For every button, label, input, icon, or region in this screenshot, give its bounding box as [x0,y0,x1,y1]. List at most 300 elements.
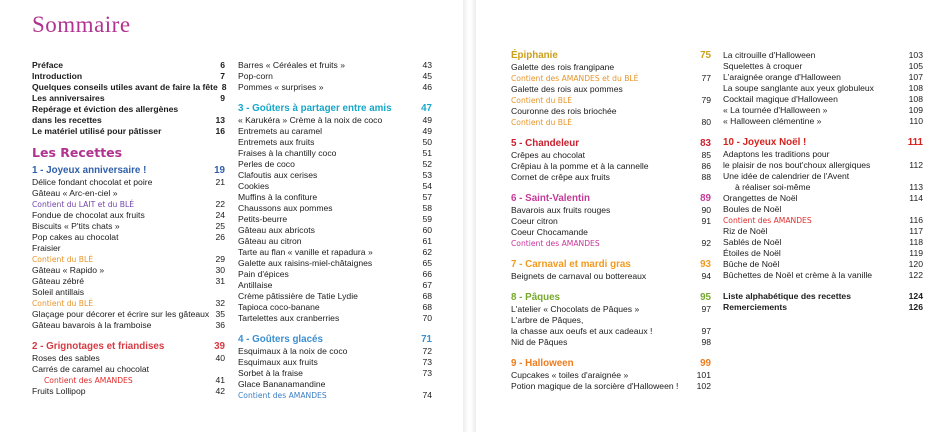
page-number: 66 [422,269,432,279]
page-number: 124 [908,291,923,301]
page-number [221,188,225,199]
page-number [707,227,711,238]
entry-label: Barres « Céréales et fruits » [238,60,345,70]
section-title: 1 - Joyeux anniversaire ! [32,165,147,176]
toc-entry [723,302,923,313]
page-number: 86 [701,161,711,171]
entry-label: Coeur Chocamande [511,227,588,237]
entry-label: Riz de Noël [723,226,768,236]
entry-label: Cocktail magique d'Halloween [723,94,838,104]
toc-entry [32,232,225,243]
allergen-note [511,117,711,128]
page-number: 85 [701,150,711,160]
section-spacer [238,324,432,334]
toc-entry [238,291,432,302]
toc-entry [32,188,225,199]
toc-entry [723,116,923,127]
section-title: 4 - Goûters glacés [238,334,323,345]
toc-entry [238,368,432,379]
entry-label: Bavarois aux fruits rouges [511,205,611,215]
toc-entry [723,291,923,302]
page-number: 45 [422,71,432,81]
allergen-label: Contient du BLÉ [511,96,573,105]
section-spacer [511,282,711,292]
toc-entry [32,60,225,71]
toc-entry [238,357,432,368]
toc-entry [723,50,923,61]
section-spacer [511,128,711,138]
toc-entry [511,161,711,172]
entry-label: Adaptons les traditions pour [723,149,830,159]
allergen-note [511,73,711,84]
toc-entry [32,243,225,254]
entry-label: Quelques conseils utiles avant de faire la fête [32,82,218,92]
allergen-label: Contient du BLÉ [32,255,94,264]
page-number [221,104,225,115]
entry-label: Pop cakes au chocolat [32,232,119,242]
page-number [221,243,225,254]
entry-label: Gâteau bavarois à la framboise [32,320,152,330]
toc-entry [238,313,432,324]
toc-entry [723,149,923,160]
toc-entry [723,83,923,94]
entry-label: Fruits Lollipop [32,386,86,396]
toc-entry [32,353,225,364]
entry-label: Perles de coco [238,159,295,169]
page-number: 79 [701,95,711,105]
section-spacer [32,331,225,341]
page-number: 118 [909,237,923,247]
page-number: 49 [422,126,432,136]
page-number: 99 [700,358,711,369]
section-heading [32,165,225,177]
toc-entry [32,287,225,298]
entry-label: Tartelettes aux cranberries [238,313,340,323]
entry-label: Liste alphabétique des recettes [723,291,851,301]
page-number: 50 [422,137,432,147]
toc-entry [511,315,711,326]
toc-entry [723,182,923,193]
page-number: 126 [908,302,923,312]
page-number: 91 [701,216,711,226]
left-page [0,0,463,432]
toc-entry [32,320,225,331]
entry-label: La soupe sanglante aux yeux globuleux [723,83,874,93]
toc-entry [511,326,711,337]
toc-column-2 [238,60,432,401]
page-number: 26 [215,232,225,242]
page-number: 19 [214,165,225,176]
entry-label: Gâteau « Arc-en-ciel » [32,188,118,198]
page-number: 83 [700,138,711,149]
allergen-label: Contient des AMANDES [238,391,327,400]
entry-label: Entremets au caramel [238,126,323,136]
page-number: 36 [215,320,225,330]
page-number: 52 [422,159,432,169]
entry-label: Galette aux raisins-miel-châtaignes [238,258,373,268]
section-heading [511,358,711,370]
page-number: 107 [908,72,923,82]
toc-entry [32,265,225,276]
toc-entry [238,302,432,313]
entry-label: Gâteau au citron [238,236,302,246]
entry-label: Boules de Noël [723,204,782,214]
entry-label: Clafoutis aux cerises [238,170,318,180]
page-number [221,287,225,298]
entry-label: Cupcakes « toiles d'araignée » [511,370,629,380]
entry-label: Coeur citron [511,216,558,226]
page-number: 54 [422,181,432,191]
section-heading [723,137,923,149]
allergen-label: Contient du BLÉ [511,118,573,127]
toc-entry [511,370,711,381]
toc-entry [511,227,711,238]
page-number: 58 [422,203,432,213]
toc-entry [238,60,432,71]
toc-column-4 [723,50,923,313]
toc-entry [723,259,923,270]
toc-entry [723,226,923,237]
entry-label: Introduction [32,71,83,81]
entry-label: Crêpes au chocolat [511,150,586,160]
section-title: 5 - Chandeleur [511,138,580,149]
allergen-note [723,215,923,226]
entry-label: « La tournée d'Halloween » [723,105,828,115]
page-number: 65 [422,258,432,268]
entry-label: Potion magique de la sorcière d'Halloween ! [511,381,679,391]
page-number: 60 [422,225,432,235]
page-number: 112 [909,160,923,170]
page-number: 95 [700,292,711,303]
entry-label: Gâteau aux abricots [238,225,315,235]
entry-label: Roses des sables [32,353,100,363]
allergen-label: Contient des AMANDES [511,239,600,248]
toc-entry [511,271,711,282]
page-number: 21 [215,177,225,187]
entry-label: Crêpiau à la pomme et à la cannelle [511,161,649,171]
entry-label: Remerciements [723,302,788,312]
entry-label: la chasse aux oeufs et aux cadeaux ! [511,326,653,336]
toc-entry [511,205,711,216]
allergen-note [238,390,432,401]
page-number: 88 [701,172,711,182]
page-number: 75 [700,50,711,61]
right-page [476,0,939,432]
section-spacer [511,348,711,358]
allergen-note [32,375,225,386]
entry-label: « Halloween clémentine » [723,116,822,126]
allergen-note [32,254,225,265]
toc-entry [238,236,432,247]
entry-label: le plaisir de nos bout'choux allergiques [723,160,871,170]
page-number: 105 [908,61,923,71]
page-number: 80 [701,117,711,127]
page-number: 35 [215,309,225,319]
section-title: 6 - Saint-Valentin [511,193,590,204]
entry-label: Préface [32,60,64,70]
entry-label: Carrés de caramel au chocolat [32,364,150,374]
page-number [919,171,923,182]
entry-label: Glaçage pour décorer et écrire sur les gâteaux [32,309,210,319]
page-number: 110 [909,116,923,126]
entry-label: Soleil antillais [32,287,85,297]
page-number: 67 [422,280,432,290]
toc-entry [238,214,432,225]
page-number: 108 [908,83,923,93]
entry-label: Squelettes à croquer [723,61,803,71]
entry-label: Bûche de Noël [723,259,780,269]
page-number: 92 [701,238,711,248]
page-number: 43 [422,60,432,70]
section-spacer [723,127,923,137]
toc-entry [723,193,923,204]
page-number: 29 [215,254,225,264]
page-number: 98 [701,337,711,347]
page-number: 59 [422,214,432,224]
page-number: 114 [909,193,923,203]
page-number: 31 [215,276,225,286]
toc-entry [238,247,432,258]
toc-entry [511,337,711,348]
allergen-note [511,238,711,249]
toc-entry [32,126,225,137]
page-number [707,62,711,73]
page-number: 68 [422,302,432,312]
page-number: 77 [701,73,711,83]
page-number: 8 [221,82,227,92]
entry-label: Muffins à la confiture [238,192,318,202]
page-number: 93 [700,259,711,270]
entry-label: à réaliser soi-même [735,182,811,192]
allergen-label: Contient du BLÉ [32,299,94,308]
section-heading [511,138,711,150]
page-number: 102 [696,381,711,391]
section-spacer [511,249,711,259]
page-number: 24 [215,210,225,220]
toc-entry [32,82,225,93]
page-number [707,315,711,326]
section-title: 7 - Carnaval et mardi gras [511,259,631,270]
page-number: 97 [701,304,711,314]
page-number: 46 [422,82,432,92]
page-number: 7 [220,71,225,81]
toc-entry [238,269,432,280]
entry-label: Fraises à la chantilly coco [238,148,337,158]
page-number [919,204,923,215]
toc-entry [32,386,225,397]
toc-entry [32,309,225,320]
section-title: 9 - Halloween [511,358,574,369]
entry-label: Glace Bananamandine [238,379,326,389]
toc-entry [238,115,432,126]
entry-label: Cookies [238,181,270,191]
page-number: 62 [422,247,432,257]
toc-entry [511,304,711,315]
entry-label: Pain d'épices [238,269,289,279]
section-heading [238,103,432,115]
entry-label: L'atelier « Chocolats de Pâques » [511,304,640,314]
entry-label: dans les recettes [32,115,102,125]
toc-entry [238,71,432,82]
toc-entry [511,381,711,392]
toc-entry [238,126,432,137]
page-number: 103 [908,50,923,60]
page-number: 109 [908,105,923,115]
section-heading [511,193,711,205]
toc-entry [32,177,225,188]
entry-label: Crème pâtissière de Tatie Lydie [238,291,358,301]
entry-label: Biscuits « P'tits chats » [32,221,120,231]
page-number: 25 [215,221,225,231]
page-number: 42 [215,386,225,396]
toc-entry [238,280,432,291]
page-number: 101 [696,370,711,380]
toc-entry [511,62,711,73]
entry-label: Cornet de crêpe aux fruits [511,172,610,182]
toc-entry [238,346,432,357]
entry-label: Une idée de calendrier de l'Avent [723,171,850,181]
page-number: 41 [215,375,225,385]
toc-column-1 [32,60,225,397]
page-number: 13 [215,115,225,125]
page-number [428,379,432,390]
page-number: 6 [220,60,225,70]
page-number: 116 [909,215,923,225]
entry-label: Le matériel utilisé pour pâtisser [32,126,162,136]
section-title: 2 - Grignotages et friandises [32,341,165,352]
allergen-note [32,298,225,309]
allergen-note [32,199,225,210]
section-title: 3 - Goûters à partager entre amis [238,103,392,114]
toc-entry [238,258,432,269]
toc-column-3 [511,50,711,392]
page-number [707,84,711,95]
section-heading [238,334,432,346]
page-number: 119 [909,248,923,258]
toc-entry [238,192,432,203]
page-number: 94 [701,271,711,281]
entry-label: L'araignée orange d'Halloween [723,72,841,82]
entry-label: Orangettes de Noël [723,193,798,203]
toc-entry [511,172,711,183]
allergen-label: Contient du LAIT et du BLÉ [32,200,135,209]
page-number: 111 [907,137,923,148]
section-heading [511,292,711,304]
entry-label: Nid de Pâques [511,337,568,347]
page-number: 108 [908,94,923,104]
entry-label: Galette des rois aux pommes [511,84,623,94]
entry-label: Pommes « surprises » [238,82,324,92]
allergen-label: Contient des AMANDES et du BLÉ [511,74,639,83]
section-heading [511,50,711,62]
page-number: 70 [422,313,432,323]
toc-entry [238,82,432,93]
book-gutter [463,0,476,432]
section-spacer [511,183,711,193]
page-number: 74 [422,390,432,400]
toc-entry [32,364,225,375]
toc-entry [238,159,432,170]
entry-label: Repérage et éviction des allergènes [32,104,179,114]
toc-entry [32,93,225,104]
page-title: Sommaire [32,12,131,37]
toc-entry [238,148,432,159]
entry-label: Couronne des rois briochée [511,106,617,116]
allergen-note [511,95,711,106]
entry-label: Esquimaux aux fruits [238,357,318,367]
entry-label: Galette des rois frangipane [511,62,615,72]
entry-label: Petits-beurre [238,214,288,224]
entry-label: Les anniversaires [32,93,105,103]
page-number: 39 [214,341,225,352]
entry-label: Beignets de carnaval ou bottereaux [511,271,647,281]
page-number: 51 [422,148,432,158]
toc-entry [238,379,432,390]
page-number: 117 [909,226,923,236]
recettes-heading: Les Recettes [32,145,123,160]
entry-label: Esquimaux à la noix de coco [238,346,348,356]
page-number [919,149,923,160]
toc-entry [32,276,225,287]
toc-entry [723,72,923,83]
toc-entry [723,270,923,281]
entry-label: Bûchettes de Noël et crème à la vanille [723,270,873,280]
section-heading [32,341,225,353]
toc-entry [238,203,432,214]
entry-label: Fondue de chocolat aux fruits [32,210,145,220]
page-number: 9 [220,93,225,103]
page-number: 73 [422,368,432,378]
entry-label: Délice fondant chocolat et poire [32,177,153,187]
entry-label: Sorbet à la fraise [238,368,303,378]
toc-entry [723,171,923,182]
page-number: 30 [215,265,225,275]
toc-entry [32,210,225,221]
page-number: 53 [422,170,432,180]
entry-label: Gâteau zébré [32,276,85,286]
entry-label: L'arbre de Pâques, [511,315,584,325]
section-spacer [723,281,923,291]
toc-entry [723,160,923,171]
entry-label: Tapioca coco-banane [238,302,320,312]
toc-entry [511,106,711,117]
section-title: 8 - Pâques [511,292,561,303]
toc-entry [723,94,923,105]
section-title: Épiphanie [511,50,558,61]
toc-entry [723,237,923,248]
entry-label: Chaussons aux pommes [238,203,333,213]
page-number: 68 [422,291,432,301]
page-number: 72 [422,346,432,356]
page-number: 61 [422,236,432,246]
page-number: 120 [908,259,923,269]
page-number [707,106,711,117]
page-number: 57 [422,192,432,202]
page-number: 113 [909,182,923,192]
toc-entry [238,181,432,192]
toc-entry [723,61,923,72]
toc-entry [723,248,923,259]
page-number: 122 [908,270,923,280]
page-number: 89 [700,193,711,204]
section-heading [511,259,711,271]
page-number: 32 [215,298,225,308]
page-number: 49 [422,115,432,125]
section-title: 10 - Joyeux Noël ! [723,137,807,148]
toc-entry [723,105,923,116]
toc-entry [32,221,225,232]
toc-entry [511,216,711,227]
